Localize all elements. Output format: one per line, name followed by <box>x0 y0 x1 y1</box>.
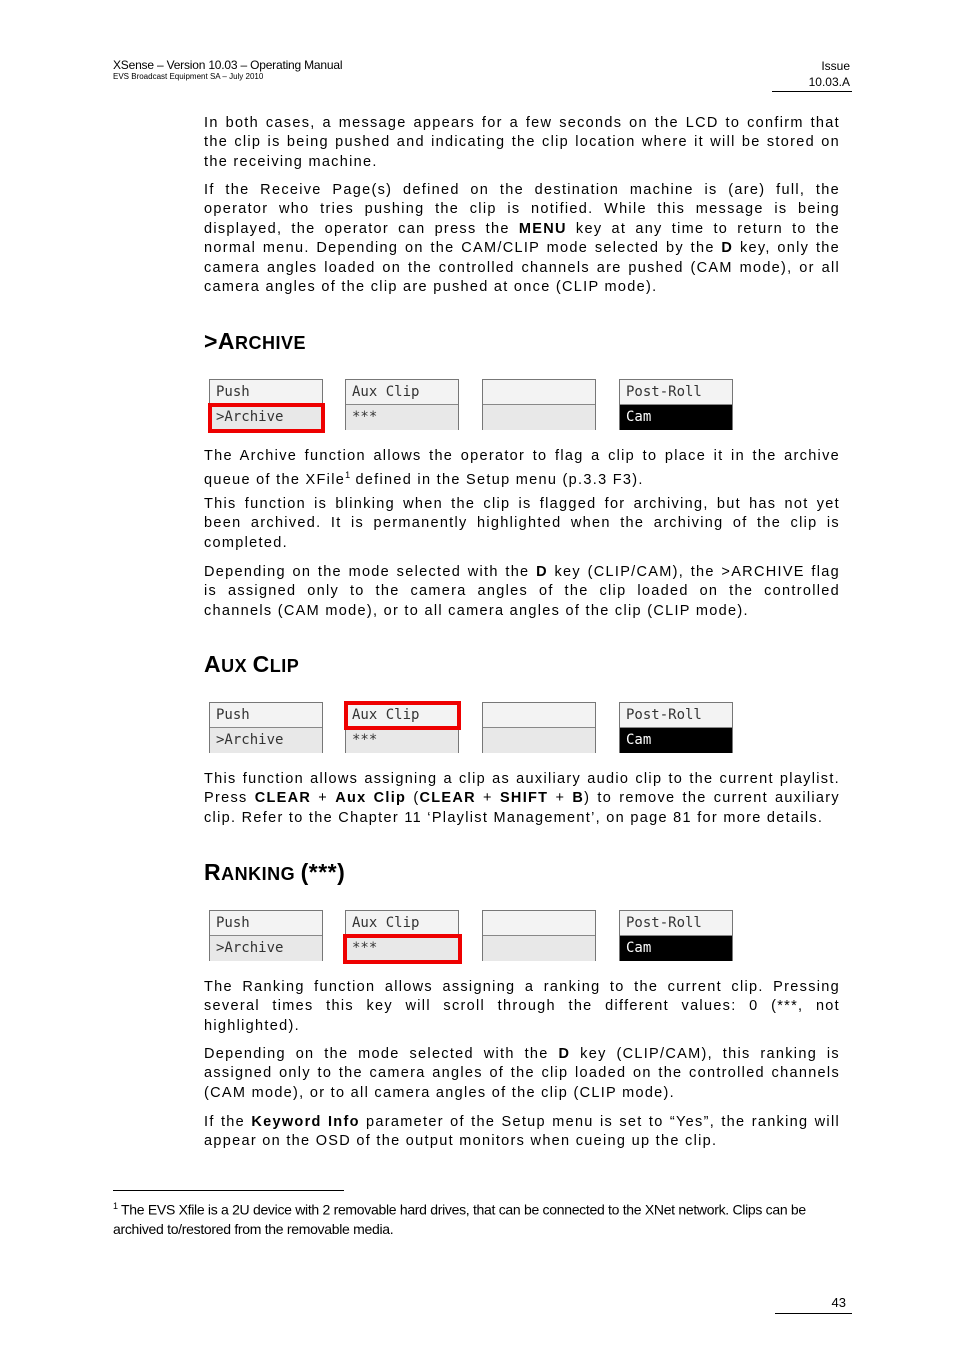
aux-clip-paragraph-1: This function allows assigning a clip as auxiliary audio clip to the current playlist. Press CLEAR + Aux Clip (CLEAR + SHIFT + B) to remove the current auxiliary clip. Refer to the Chapter 11 ‘Playlist Management’, on page 81 for more details. <box>204 771 840 826</box>
aux-clip-heading: AUX CLIP <box>204 651 300 677</box>
lcd-label: *** <box>346 405 458 430</box>
lcd-label: *** <box>346 728 458 753</box>
lcd-label <box>483 703 595 728</box>
lcd-label: Aux Clip <box>346 703 458 728</box>
lcd-label: Post-Roll <box>620 911 732 936</box>
page-header <box>113 58 342 82</box>
lcd-label: Aux Clip <box>346 911 458 936</box>
lcd-label: Cam <box>620 728 732 753</box>
intro-paragraph-2: If the Receive Page(s) defined on the destination machine is (are) full, the operator who tries pushing the clip is notified. While this message is being displayed, the operator can press the MENU key at any time to return to the normal menu. Depending on the CAM/CLIP mode selected by the D key, only the camera angles loaded on the controlled channels are pushed (CAM mode), or all camera angles of the clip are pushed at once (CLIP mode). <box>204 182 840 296</box>
intro-paragraph-1: In both cases, a message appears for a few seconds on the LCD to confirm that the clip is being pushed and indicating the clip location where it will be stored on the receiving machine. <box>204 115 840 170</box>
manual-title: XSense – Version 10.03 – Operating Manual <box>113 58 343 72</box>
page-number: 43 <box>831 1295 846 1310</box>
archive-paragraph-2: This function is blinking when the clip is flagged for archiving, but has not yet been archived. It is permanently highlighted when the archiving of the clip is completed. <box>204 496 840 551</box>
lcd-label <box>483 911 595 936</box>
page-number-rule <box>775 1313 852 1314</box>
lcd-label: Push <box>210 911 322 936</box>
issue-number: 10.03.A <box>808 75 850 89</box>
ranking-heading: RANKING (***) <box>204 859 346 885</box>
lcd-label <box>483 728 595 753</box>
lcd-key-empty <box>482 910 596 961</box>
footnote: $^1$ The EVS Xfile is a 2U device with 2 removable hard drives, that can be connected to the XNet network. Clips can be archived to/restored from the removable media. <box>113 1201 806 1237</box>
lcd-label <box>483 936 595 961</box>
archive-paragraph-3: Depending on the mode selected with the D key (CLIP/CAM), the >ARCHIVE flag is assigned only to the camera angles of the clip loaded on the controlled channels (CAM mode), or to all camera angles of the clip (CLIP mode). <box>204 564 840 619</box>
ranking-paragraph-3: If the Keyword Info parameter of the Setup menu is set to “Yes”, the ranking will appear on the OSD of the output monitors when cueing up the clip. <box>204 1114 841 1150</box>
lcd-label: Push <box>210 703 322 728</box>
lcd-key-post-roll <box>619 702 733 753</box>
ranking-paragraph-2: Depending on the mode selected with the D key (CLIP/CAM), this ranking is assigned only to the camera angles of the clip loaded on the controlled channels (CAM mode), or to all camera angles of the clip (CLIP mode). <box>204 1046 840 1101</box>
lcd-key-post-roll <box>619 379 733 430</box>
lcd-key-push <box>209 702 323 753</box>
publisher-line: EVS Broadcast Equipment SA – July 2010 <box>113 72 264 81</box>
archive-heading: >ARCHIVE <box>204 328 307 354</box>
lcd-key-empty <box>482 702 596 753</box>
issue-block <box>809 58 850 90</box>
header-rule <box>772 91 852 92</box>
lcd-label: Cam <box>620 405 732 430</box>
lcd-label <box>483 380 595 405</box>
lcd-label: Push <box>210 380 322 405</box>
highlight-box <box>343 934 462 964</box>
lcd-label <box>483 405 595 430</box>
lcd-key-aux-clip <box>345 379 459 430</box>
lcd-key-post-roll <box>619 910 733 961</box>
archive-paragraph-1: The Archive function allows the operator to flag a clip to place it in the archive queue of the XFile$^1$ defined in the Setup menu (p.3.3 F3). <box>204 448 840 489</box>
lcd-label: >Archive <box>210 405 322 430</box>
lcd-key-push <box>209 910 323 961</box>
ranking-paragraph-1: The Ranking function allows assigning a ranking to the current clip. Pressing several times this key will scroll through the different values: 0 (***, not highlighted). <box>204 979 840 1034</box>
highlight-box <box>208 403 325 433</box>
lcd-label: >Archive <box>210 936 322 961</box>
lcd-label: *** <box>346 936 458 961</box>
footnote-rule <box>113 1190 344 1191</box>
lcd-label: Post-Roll <box>620 703 732 728</box>
lcd-key-empty <box>482 379 596 430</box>
lcd-label: Aux Clip <box>346 380 458 405</box>
highlight-box <box>344 701 461 730</box>
lcd-label: >Archive <box>210 728 322 753</box>
issue-label: Issue <box>821 59 850 73</box>
lcd-label: Cam <box>620 936 732 961</box>
lcd-label: Post-Roll <box>620 380 732 405</box>
